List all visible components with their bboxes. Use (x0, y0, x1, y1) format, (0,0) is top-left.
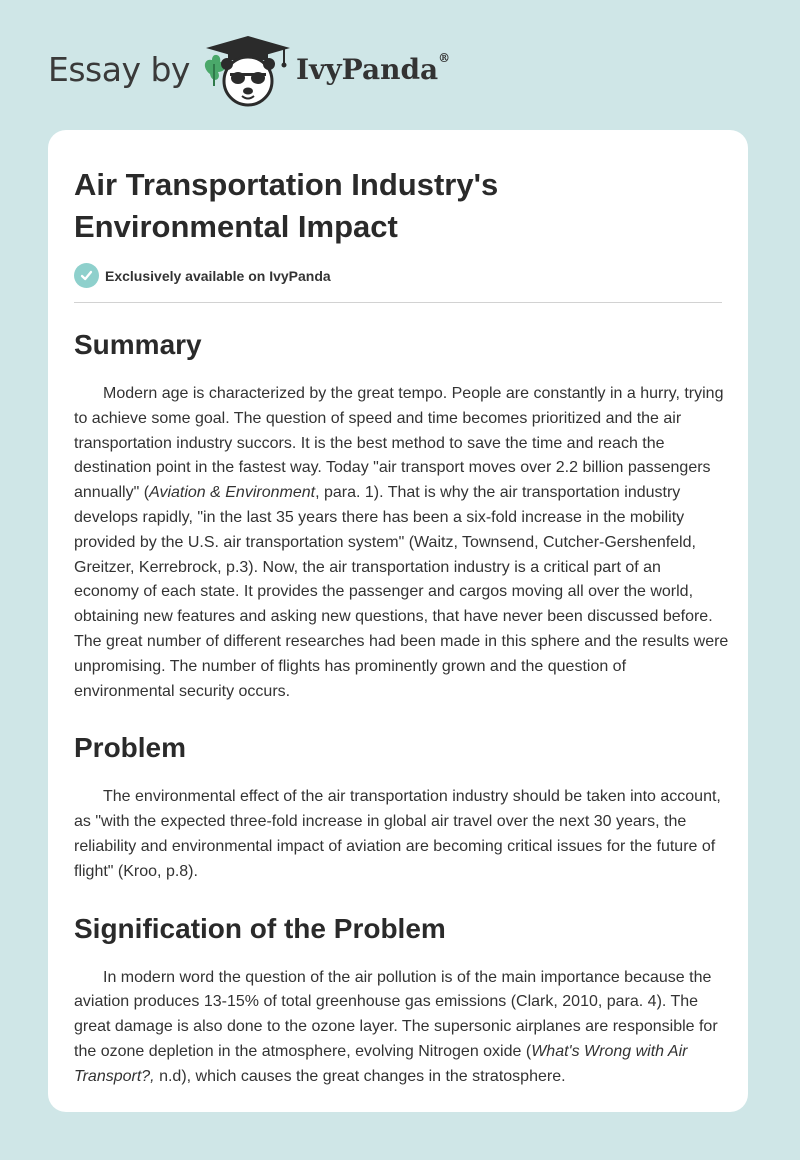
brand-prefix: Essay by (48, 50, 190, 89)
divider (74, 302, 722, 303)
page-title: Air Transportation Industry's Environmental Impact (74, 167, 499, 244)
brand-text: IvyPanda (296, 53, 439, 86)
brand-name[interactable] (296, 53, 450, 86)
section-heading-signification: Signification of the Problem (74, 912, 446, 944)
section-heading-problem: Problem (74, 732, 187, 764)
site-header (0, 0, 800, 130)
section-paragraph-summary: Modern age is characterized by the great tempo. People are constantly in a hurry, trying to achieve some goal. The question of speed and time becomes prioritized and the air transportation industry succors. It is the best method to save the time and reach the destination point in the fastest way. Today "air transport moves over 2.2 billion passengers annually" (Aviation & Environment, para. 1). That is why the air transportation industry develops rapidly, "in the last 35 years there has been a six-fold increase in the mobility provided by the U.S. air transportation system" (Waitz, Townsend, Cutcher-Gershenfeld, Greitzer, Kerrebrock, p.3). Now, the air transportation industry is a critical part of an economy of each state. It provides the passenger and cargos moving all over the world, obtaining new features and asking new questions, that have never been discussed before. The great number of different researches had been made in this sphere and the results were unpromising. The number of flights has prominently grown and the question of environmental security occurs. (74, 385, 729, 700)
exclusive-badge (74, 263, 722, 288)
essay-card (48, 130, 748, 1112)
section-paragraph-signification: In modern word the question of the air pollution is of the main importance because the aviation produces 13-15% of total greenhouse gas emissions (Clark, 2010, para. 4). The great damage is also done to the ozone layer. The supersonic airplanes are responsible for the ozone depletion in the atmosphere, evolving Nitrogen oxide (What's Wrong with Air Transport?, n.d), which causes the great changes in the stratosphere. (74, 968, 718, 1085)
section-heading-summary: Summary (74, 329, 202, 360)
section-paragraph-problem: The environmental effect of the air transportation industry should be taken into account, as "with the expected three-fold increase in global air travel over the next 30 years, the reliability and environmental impact of aviation are becoming critical issues for the future of flight" (Kroo, p.8). (74, 788, 721, 880)
exclusive-text: Exclusively available on IvyPanda (105, 267, 331, 284)
registered-mark: ® (438, 51, 451, 65)
citation-title: Aviation & Environment (149, 484, 316, 502)
ivypanda-logo-icon[interactable] (200, 34, 296, 108)
citation-title: What's Wrong with Air Transport?, (74, 1042, 688, 1085)
checkmark-icon (74, 263, 99, 288)
